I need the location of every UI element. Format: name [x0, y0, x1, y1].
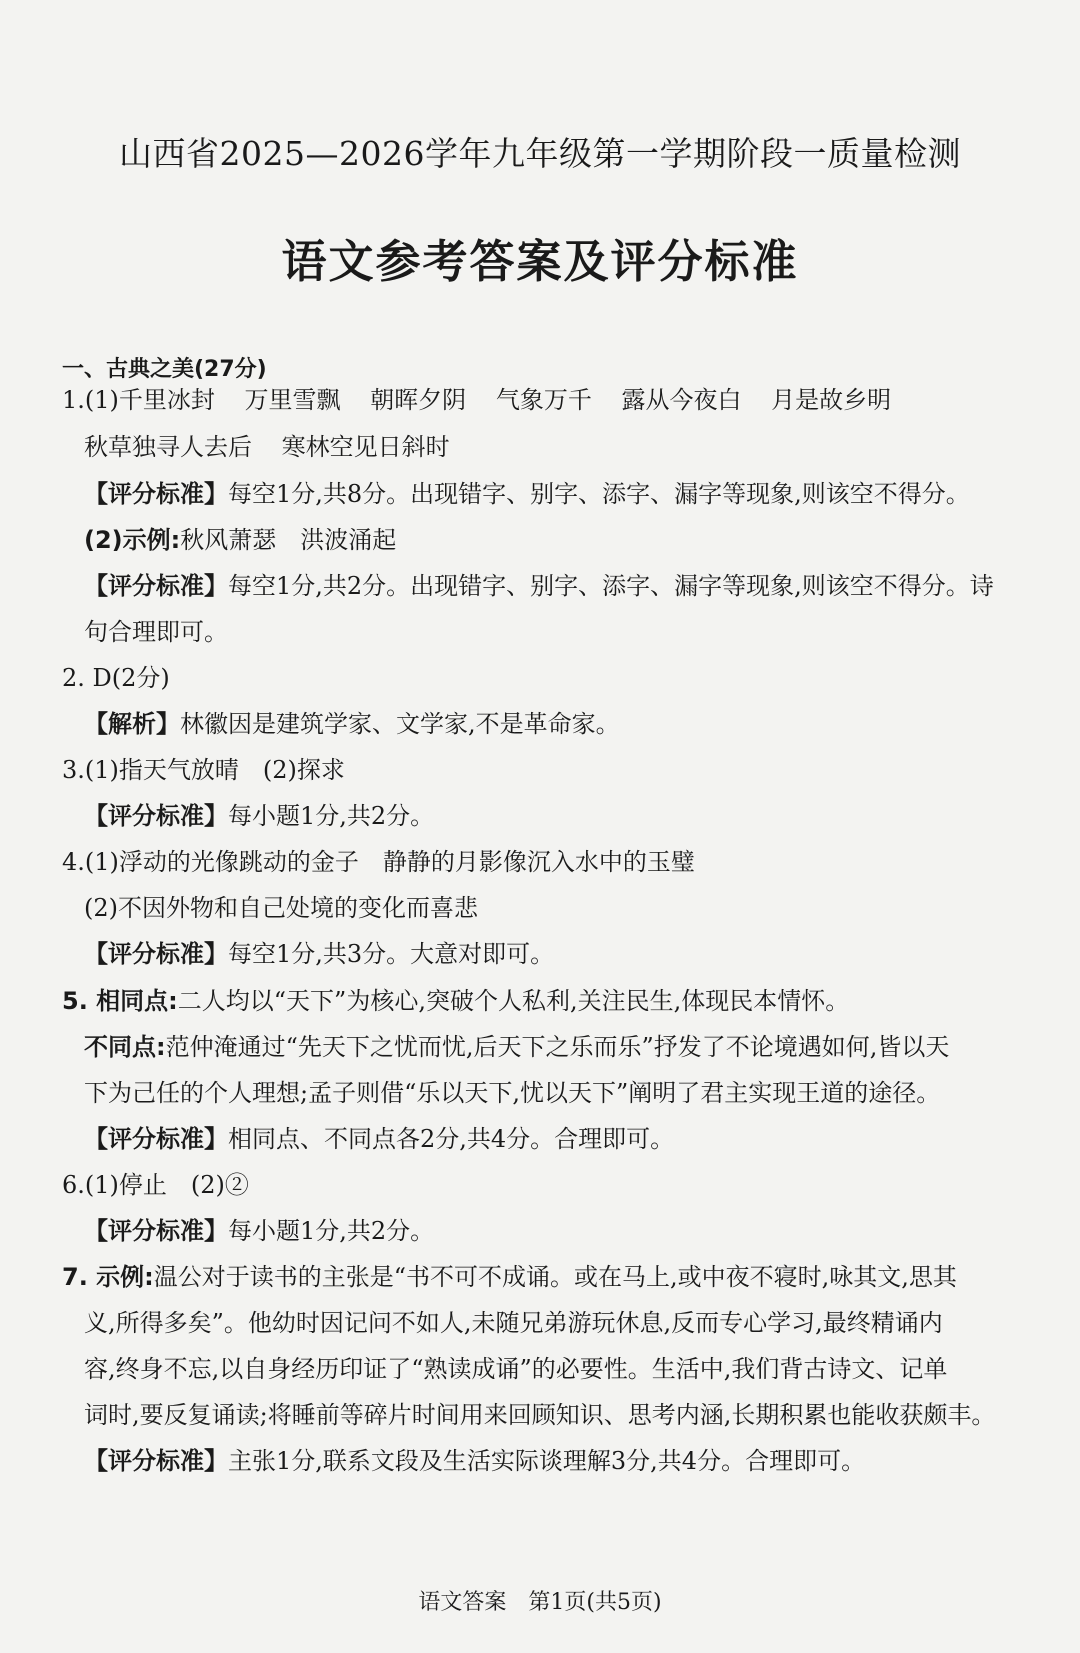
- q1-blank-4: 气象万千: [495, 386, 592, 414]
- scoring-standard-text: 每小题1分,共2分。: [228, 1217, 435, 1245]
- scoring-standard-label: 【评分标准】: [84, 802, 228, 830]
- difference-text: 范仲淹通过“先天下之忧而忧,后天下之乐而乐”抒发了不论境遇如何,皆以天: [165, 1033, 950, 1061]
- q7-scoring-standard: [84, 1441, 865, 1476]
- q1-part2-text: 秋风萧瑟 洪波涌起: [180, 526, 397, 554]
- q1-blank-8: 寒林空见日斜时: [281, 433, 450, 461]
- scoring-standard-label: 【评分标准】: [84, 1447, 228, 1475]
- q7-example-cont-3: 词时,要反复诵读;将睡前等碎片时间用来回顾知识、思考内涵,长期积累也能收获颇丰。: [84, 1401, 996, 1429]
- analysis-label: 【解析】: [84, 710, 180, 738]
- q1-answer-line-1: [62, 380, 891, 415]
- q1-part2-label: (2)示例:: [84, 526, 181, 554]
- q4-scoring-standard: [84, 934, 554, 969]
- scoring-standard-text: 每空1分,共2分。出现错字、别字、添字、漏字等现象,则该空不得分。诗: [228, 572, 994, 600]
- example-label: 7. 示例:: [62, 1263, 154, 1291]
- q4-answer-line-2: (2)不因外物和自己处境的变化而喜悲: [84, 894, 478, 922]
- section-heading: 一、古典之美(27分): [62, 357, 267, 382]
- scoring-standard-label: 【评分标准】: [84, 940, 228, 968]
- scoring-standard-label: 【评分标准】: [84, 1217, 228, 1245]
- scoring-standard-text: 主张1分,联系文段及生活实际谈理解3分,共4分。合理即可。: [228, 1447, 866, 1475]
- q6-scoring-standard: [84, 1211, 434, 1246]
- q4-answer-line-1: 4.(1)浮动的光像跳动的金子 静静的月影像沉入水中的玉璧: [62, 848, 695, 876]
- q1-blank-6: 月是故乡明: [771, 386, 892, 414]
- q3-scoring-standard: [84, 796, 434, 831]
- q5-difference-cont: 下为己任的个人理想;孟子则借“乐以天下,忧以天下”阐明了君主实现王道的途径。: [84, 1079, 941, 1107]
- q1-blank-5: 露从今夜白: [621, 386, 742, 414]
- exam-title: 山西省2025—2026学年九年级第一学期阶段一质量检测: [119, 134, 961, 173]
- q1-blank-3: 朝晖夕阴: [370, 386, 467, 414]
- similarity-label: 5. 相同点:: [62, 987, 178, 1015]
- document-subtitle: 语文参考答案及评分标准: [281, 235, 799, 288]
- q2-answer: 2. D(2分): [62, 664, 170, 692]
- q7-example-cont-1: 义,所得多矣”。他幼时因记问不如人,未随兄弟游玩休息,反而专心学习,最终精诵内: [84, 1309, 943, 1337]
- q1-scoring-standard-2: [84, 566, 994, 601]
- similarity-text: 二人均以“天下”为核心,突破个人私利,关注民生,体现民本情怀。: [177, 987, 850, 1015]
- q1-blank-1: 1.(1)千里冰封: [62, 386, 215, 414]
- q6-answer: 6.(1)停止 (2)②: [62, 1171, 249, 1199]
- q5-similarity: [62, 981, 849, 1016]
- scoring-standard-text: 每空1分,共8分。出现错字、别字、添字、漏字等现象,则该空不得分。: [228, 480, 970, 508]
- scoring-standard-label: 【评分标准】: [84, 1125, 228, 1153]
- q1-blank-2: 万里雪飘: [244, 386, 341, 414]
- scoring-standard-text: 每空1分,共3分。大意对即可。: [228, 940, 555, 968]
- scoring-standard-text: 相同点、不同点各2分,共4分。合理即可。: [228, 1125, 675, 1153]
- analysis-text: 林徽因是建筑学家、文学家,不是革命家。: [180, 710, 620, 738]
- q7-example: [62, 1257, 957, 1292]
- page-footer: 语文答案 第1页(共5页): [418, 1590, 662, 1615]
- q5-scoring-standard: [84, 1119, 674, 1154]
- scoring-standard-label: 【评分标准】: [84, 480, 228, 508]
- scoring-standard-text: 每小题1分,共2分。: [228, 802, 435, 830]
- scoring-standard-label: 【评分标准】: [84, 572, 228, 600]
- q1-scoring-standard-1: [84, 474, 970, 509]
- q1-blank-7: 秋草独寻人去后: [84, 433, 252, 461]
- example-text: 温公对于读书的主张是“书不可不成诵。或在马上,或中夜不寝时,咏其文,思其: [153, 1263, 957, 1291]
- q3-answer: 3.(1)指天气放晴 (2)探求: [62, 756, 345, 784]
- q1-part2: [84, 520, 396, 555]
- q1-scoring-standard-2-cont: 句合理即可。: [84, 618, 228, 646]
- q1-answer-line-2: [84, 427, 450, 462]
- difference-label: 不同点:: [84, 1033, 166, 1061]
- q5-difference: [84, 1027, 949, 1062]
- q7-example-cont-2: 容,终身不忘,以自身经历印证了“熟读成诵”的必要性。生活中,我们背古诗文、记单: [84, 1355, 948, 1383]
- q2-analysis: [84, 704, 620, 739]
